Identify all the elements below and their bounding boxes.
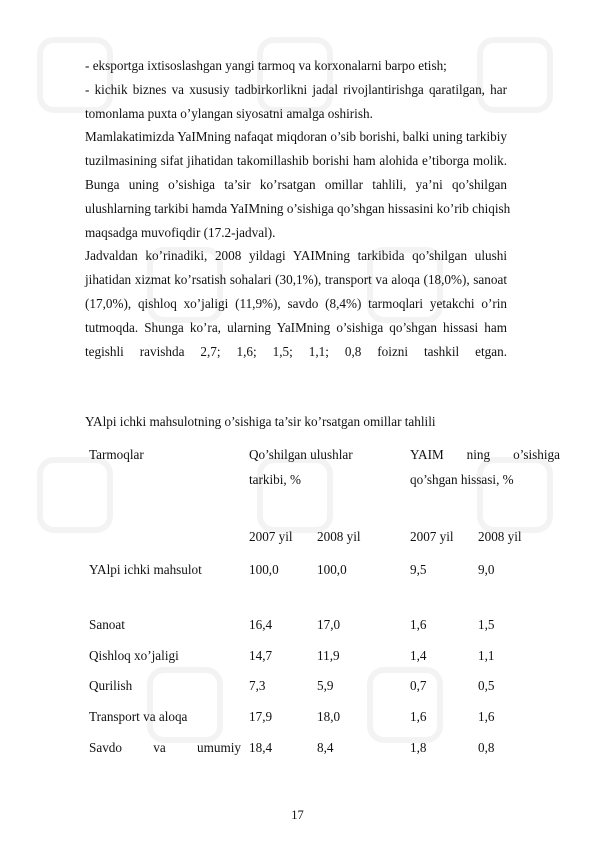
table-cell: 17,0 xyxy=(317,617,341,632)
table-cell: 9,0 xyxy=(478,562,495,577)
table-cell: 11,9 xyxy=(317,648,340,663)
table-cell: 100,0 xyxy=(317,562,347,577)
table-cell: 1,6 xyxy=(410,709,427,724)
body-line: Bunga uning o’sishiga ta’sir ko’rsatgan omillar tahlili, ya’ni qo’shilgan xyxy=(85,176,507,192)
body-line: tutmoqda. Shunga ko’ra, ularning YaIMning o’sishiga qo’shgan hissasi ham xyxy=(85,319,507,335)
table-cell: 1,8 xyxy=(410,740,427,755)
row-label: YAlpi ichki mahsulot xyxy=(89,562,202,577)
body-line: Jadvaldan ko’rinadiki, 2008 yildagi YAIMning tarkibida qo’shilgan ulushi xyxy=(85,248,507,264)
header-group2-line2: qo’shgan hissasi, % xyxy=(410,472,514,487)
body-line: - eksportga ixtisoslashgan yangi tarmoq va korxonalarni barpo etish; xyxy=(85,58,447,73)
body-line: - kichik biznes va xususiy tadbirkorlikni jadal rivojlantirishga qaratilgan, har xyxy=(85,81,507,97)
table-cell: 18,4 xyxy=(249,740,273,755)
table-cell: 1,6 xyxy=(478,709,495,724)
table-cell: 5,9 xyxy=(317,678,334,693)
year-header: 2008 yil xyxy=(478,529,522,544)
table-cell: 14,7 xyxy=(249,648,273,663)
table-cell: 1,4 xyxy=(410,648,427,663)
header-tarmoqlar: Tarmoqlar xyxy=(89,447,144,462)
year-header: 2007 yil xyxy=(249,529,293,544)
table-cell: 0,8 xyxy=(478,740,495,755)
row-label: Qishloq xo’jaligi xyxy=(89,648,179,663)
table-cell: 0,7 xyxy=(410,678,427,693)
table-cell: 8,4 xyxy=(317,740,334,755)
row-label: Sanoat xyxy=(89,617,125,632)
table-cell: 1,6 xyxy=(410,617,427,632)
body-line: jihatidan xizmat ko’rsatish sohalari (30,1%), transport va aloqa (18,0%), sanoat xyxy=(85,272,507,288)
body-line: (17,0%), qishloq xo’jaligi (11,9%), savdo (8,4%) tarmoqlari yetakchi o’rin xyxy=(85,295,507,311)
year-header: 2007 yil xyxy=(410,529,454,544)
header-group1-line1: Qo’shilgan ulushlar xyxy=(249,447,353,462)
table-cell: 1,5 xyxy=(478,617,495,632)
row-label: Savdo va umumiy xyxy=(89,740,241,755)
body-line: Mamlakatimizda YaIMning nafaqat miqdoran o’sib borishi, balki uning tarkibiy xyxy=(85,129,507,145)
table-cell: 0,5 xyxy=(478,678,495,693)
header-group2-line1: YAIM ning o’sishiga xyxy=(410,447,560,462)
table-cell: 18,0 xyxy=(317,709,341,724)
body-line: tomonlama puxta o’ylangan siyosatni amalga oshirish. xyxy=(85,105,373,121)
table-cell: 7,3 xyxy=(249,678,266,693)
page-number: 17 xyxy=(291,808,304,822)
table-cell: 100,0 xyxy=(249,562,279,577)
year-header: 2008 yil xyxy=(317,529,361,544)
table-title: YAlpi ichki mahsulotning o’sishiga ta’sir ko’rsatgan omillar tahlili xyxy=(85,414,436,429)
table-cell: 16,4 xyxy=(249,617,273,632)
body-line: tegishli ravishda 2,7; 1,6; 1,5; 1,1; 0,8 foizni tashkil etgan. xyxy=(85,343,507,359)
table-cell: 1,1 xyxy=(478,648,495,663)
table-cell: 9,5 xyxy=(410,562,427,577)
body-line: tuzilmasining sifat jihatidan takomillashib borishi ham alohida e’tiborga molik. xyxy=(85,153,507,169)
table-cell: 17,9 xyxy=(249,709,273,724)
body-line: ulushlarning tarkibi hamda YaIMning o’sishiga qo’shgan hissasini ko’rib chiqish xyxy=(85,200,511,216)
body-text xyxy=(85,54,511,363)
row-label: Qurilish xyxy=(89,678,133,693)
body-line: maqsadga muvofiqdir (17.2-jadval). xyxy=(85,224,276,240)
header-group1-line2: tarkibi, % xyxy=(249,472,302,487)
row-label: Transport va aloqa xyxy=(89,709,188,724)
